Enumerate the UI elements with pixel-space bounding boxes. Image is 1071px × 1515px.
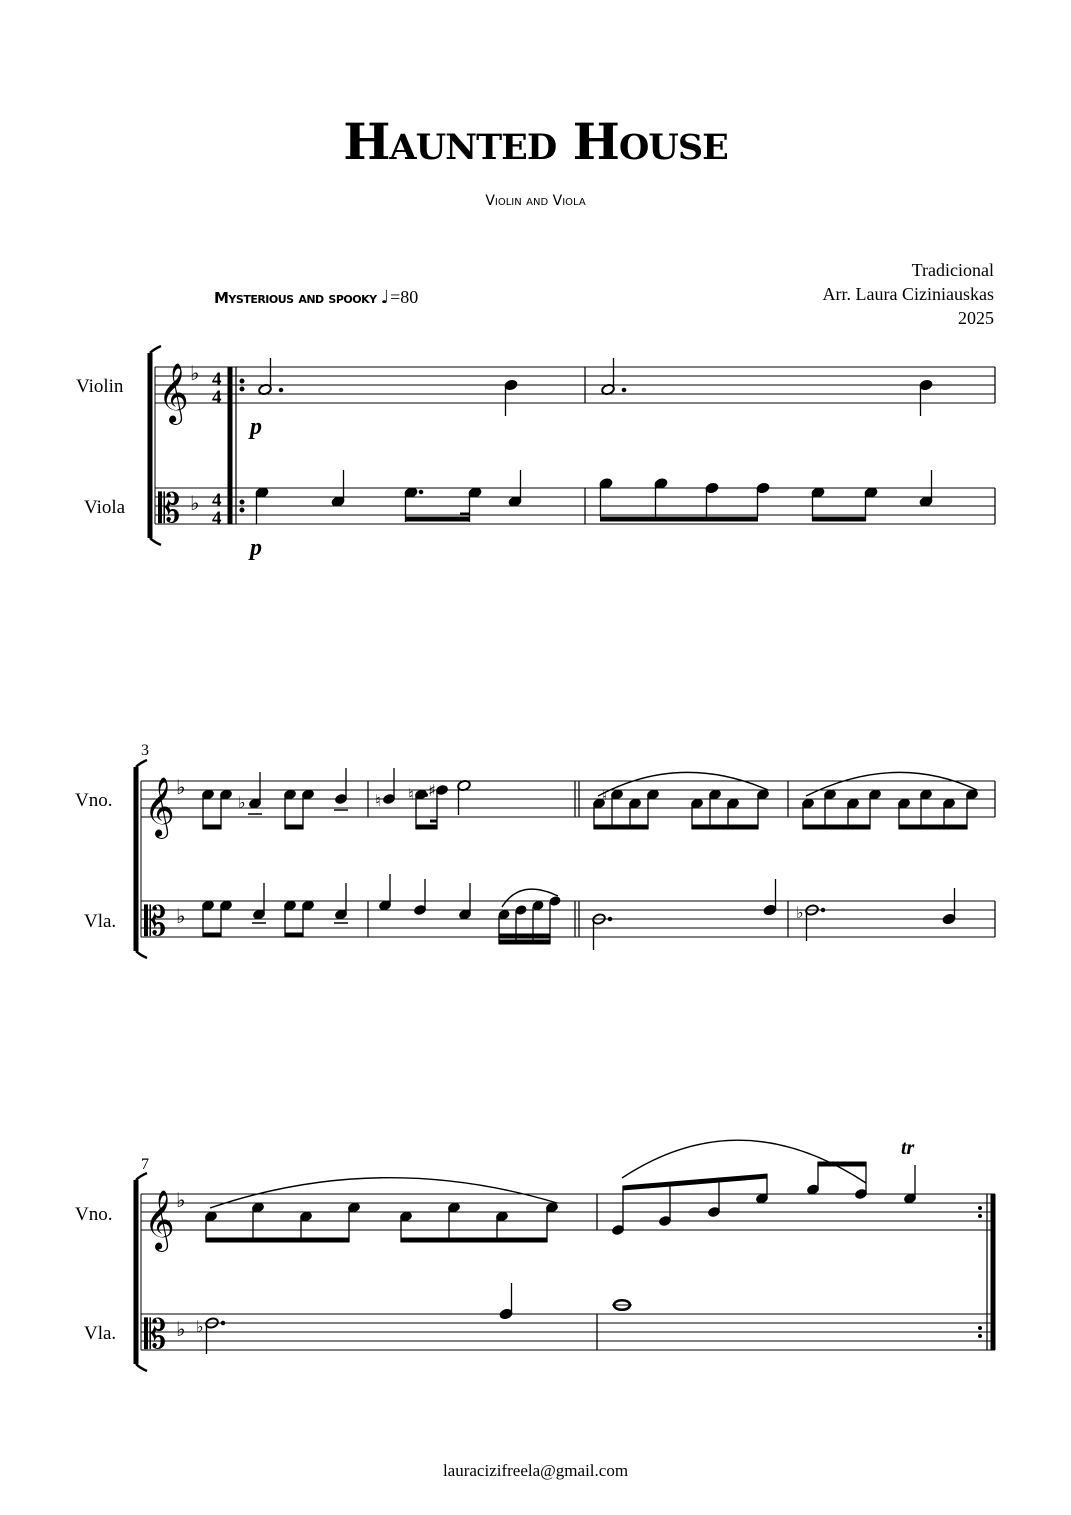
svg-text:𝄞: 𝄞 <box>144 1190 175 1250</box>
score-title: Haunted House <box>343 112 728 171</box>
instrument-label-violin-system-2: Vno. <box>75 790 113 811</box>
svg-text:♭: ♭ <box>196 1317 204 1336</box>
trill-icon: tr <box>901 1137 915 1159</box>
svg-text:𝄞: 𝄞 <box>144 777 175 837</box>
footer-email: lauracizifreela@gmail.com <box>442 1461 629 1480</box>
svg-text:𝄡: 𝄡 <box>144 1312 167 1358</box>
measure-number-system-2: 3 <box>141 742 149 759</box>
svg-text:♭: ♭ <box>176 904 186 928</box>
svg-text:4: 4 <box>212 490 222 511</box>
svg-text:♭: ♭ <box>176 1188 186 1212</box>
svg-text:♮: ♮ <box>408 785 414 804</box>
dynamic-viola: p <box>250 535 262 561</box>
tempo-text: Mysterious and spooky <box>214 289 377 307</box>
treble-clef-icon: 𝄞 <box>158 363 189 423</box>
score-subtitle: Violin and Viola <box>485 193 586 209</box>
svg-text:4: 4 <box>212 369 222 390</box>
svg-text:♭: ♭ <box>176 1317 186 1341</box>
svg-text:♭: ♭ <box>176 775 186 799</box>
instrument-label-violin-system-3: Vno. <box>75 1204 113 1225</box>
arranger: Arr. Laura Ciziniauskas <box>822 284 994 304</box>
svg-text:♯: ♯ <box>428 781 436 800</box>
instrument-label-viola-system-3: Vla. <box>84 1323 117 1344</box>
svg-text:♮: ♮ <box>602 788 608 804</box>
system-3 <box>136 1173 995 1371</box>
alto-clef-icon: 𝄡 <box>158 486 181 532</box>
time-signature <box>212 369 222 529</box>
violin-notes-m7-8 <box>204 1140 916 1242</box>
flat-icon: ♭ <box>190 491 200 515</box>
svg-text:𝄡: 𝄡 <box>144 899 167 945</box>
instrument-label-violin-system-1: Violin <box>76 376 124 397</box>
dynamic-violin: p <box>250 414 262 440</box>
instrument-label-viola-system-1: Viola <box>84 497 126 518</box>
composer: Tradicional <box>911 260 994 280</box>
svg-text:4: 4 <box>212 508 222 529</box>
svg-text:♭: ♭ <box>796 903 804 922</box>
svg-text:4: 4 <box>212 387 222 408</box>
measure-number-system-3: 7 <box>141 1156 149 1173</box>
svg-text:♮: ♮ <box>375 791 381 810</box>
tempo-bpm: =80 <box>390 287 419 307</box>
system-2 <box>136 760 995 958</box>
instrument-label-viola-system-2: Vla. <box>84 911 117 932</box>
flat-icon: ♭ <box>190 361 200 385</box>
system-1 <box>150 346 995 545</box>
year: 2025 <box>958 308 994 328</box>
staff-lines-violin-1 <box>155 367 995 403</box>
svg-text:♭: ♭ <box>238 793 246 812</box>
quarter-note-icon: ♩ <box>380 287 390 308</box>
viola-notes-m7-8 <box>196 1283 632 1354</box>
